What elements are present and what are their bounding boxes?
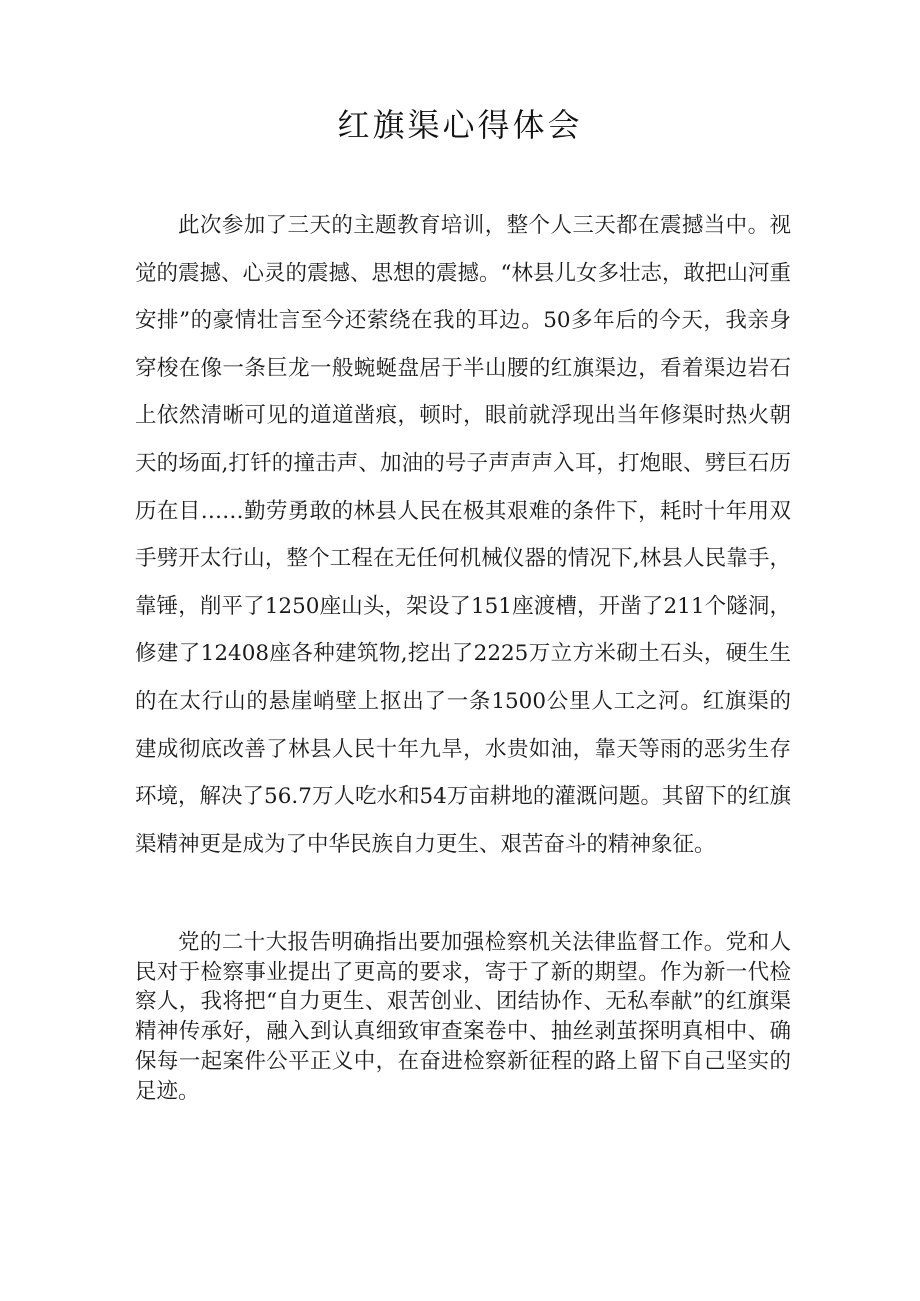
paragraph-hongqiqu-experience: 此次参加了三天的主题教育培训，整个人三天都在震撼当中。视觉的震撼、心灵的震撼、思想的震撼。“林县儿女多壮志，敢把山河重安排”的豪情壮言至今还萦绕在我的耳边。50多年后的今天，我亲身穿梭在像一条巨龙一般蜿蜒盘居于半山腰的红旗渠边，看着渠边岩石上依然清晰可见的道道凿痕，顿时，眼前就浮现出当年修渠时热火朝天的场面,打钎的撞击声、加油的号子声声声入耳，打炮眼、劈巨石历历在目……勤劳勇敢的林县人民在极其艰难的条件下，耗时十年用双手劈开太行山，整个工程在无任何机械仪器的情况下,林县人民靠手，靠锤，削平了1250座山头，架设了151座渡槽，开凿了211个隧洞，修建了12408座各种建筑物,挖出了2225万立方米砌土石头，硬生生的在太行山的悬崖峭壁上抠出了一条1500公里人工之河。红旗渠的建成彻底改善了林县人民十年九旱，水贵如油，靠天等雨的恶劣生存环境，解决了56.7万人吃水和54万亩耕地的灌溉问题。其留下的红旗渠精神更是成为了中华民族自力更生、艰苦奋斗的精神象征。 [135,213,791,857]
document-title: 红旗渠心得体会 [337,106,583,144]
paragraph-procuratorial-commitment: 党的二十大报告明确指出要加强检察机关法律监督工作。党和人民对于检察事业提出了更高的要求，寄于了新的期望。作为新一代检察人，我将把“自力更生、艰苦创业、团结协作、无私奉献”的红旗渠精神传承好，融入到认真细致审查案卷中、抽丝剥茧探明真相中、确保每一起案件公平正义中，在奋进检察新征程的路上留下自己坚实的足迹。 [135,930,791,1104]
